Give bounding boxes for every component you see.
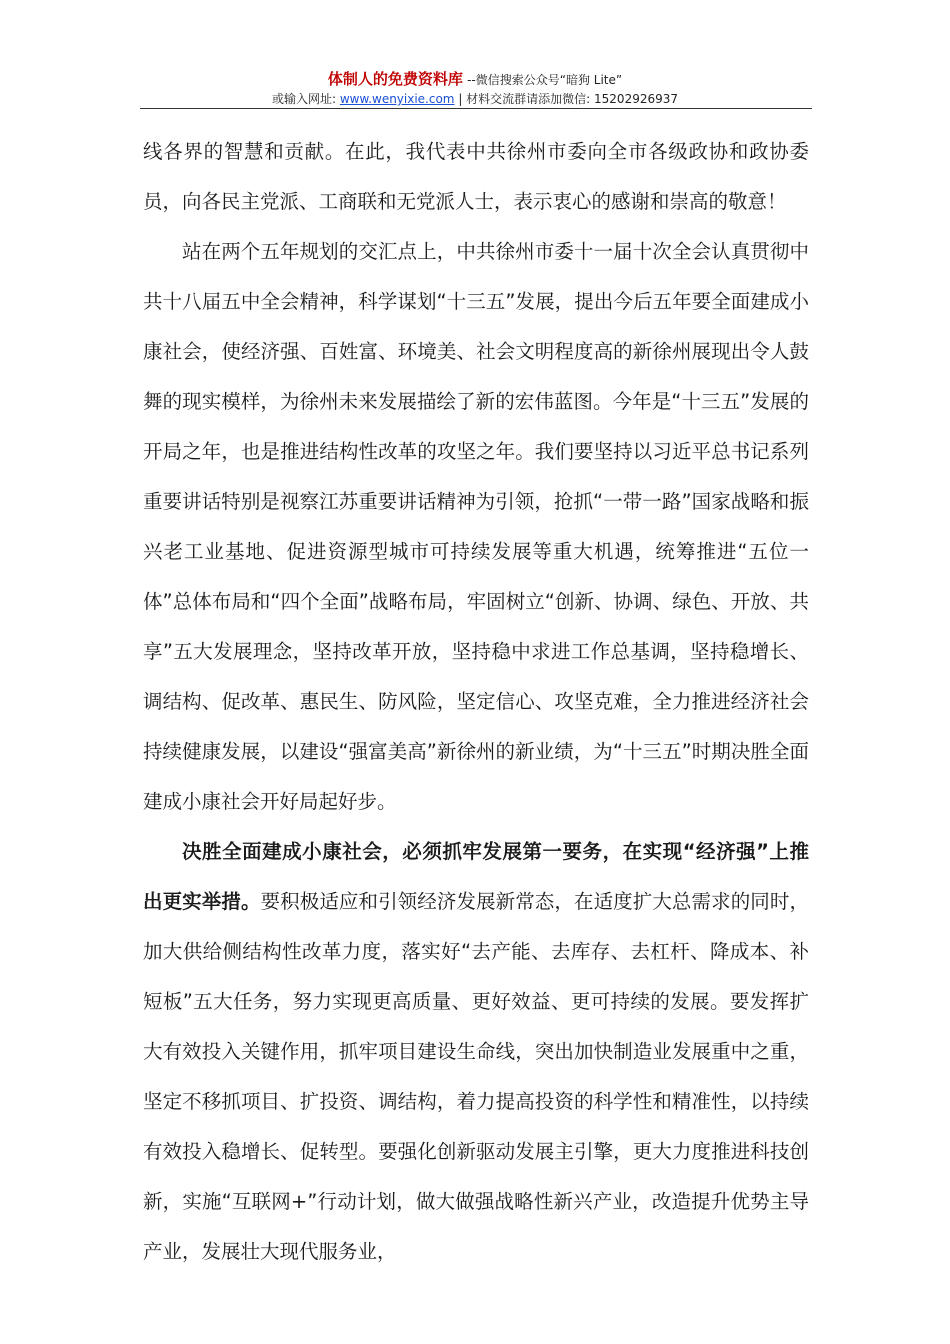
header-tagline: --微信搜索公众号“暗狗 Lite” (467, 73, 623, 87)
paragraph-2: 站在两个五年规划的交汇点上，中共徐州市委十一届十次全会认真贯彻中共十八届五中全会精神，科学谋划“十三五”发展，提出今后五年要全面建成小康社会，使经济强、百姓富、环境美、社会文明程度高的新徐州展现出令人鼓舞的现实模样，为徐州未来发展描绘了新的宏伟蓝图。今年是“十三五”发展的开局之年，也是推进结构性改革的攻坚之年。我们要坚持以习近平总书记系列重要讲话特别是视察江苏重要讲话精神为引领，抢抓“一带一路”国家战略和振兴老工业基地、促进资源型城市可持续发展等重大机遇，统筹推进“五位一体”总体布局和“四个全面”战略布局，牢固树立“创新、协调、绿色、开放、共享”五大发展理念，坚持改革开放，坚持稳中求进工作总基调，坚持稳增长、调结构、促改革、惠民生、防风险，坚定信心、攻坚克难，全力推进经济社会持续健康发展，以建设“强富美高”新徐州的新业绩，为“十三五”时期决胜全面建成小康社会开好局起好步。 (143, 240, 809, 813)
paragraph-3 (143, 827, 809, 1277)
header-divider (140, 108, 812, 109)
paragraph-1: 线各界的智慧和贡献。在此，我代表中共徐州市委向全市各级政协和政协委员，向各民主党派、工商联和无党派人士，表示衷心的感谢和崇高的敬意！ (143, 140, 809, 213)
paragraph-3-heading: 决胜全面建成小康社会，必须抓牢发展第一要务，在实现“经济强”上推出更实举措。 (143, 840, 809, 913)
header-title-line (140, 70, 810, 90)
paragraph-3-body: 要积极适应和引领经济发展新常态，在适度扩大总需求的同时，加大供给侧结构性改革力度，落实好“去产能、去库存、去杠杆、降成本、补短板”五大任务，努力实现更高质量、更好效益、更可持续的发展。要发挥扩大有效投入关键作用，抓牢项目建设生命线，突出加快制造业发展重中之重，坚定不移抓项目、扩投资、调结构，着力提高投资的科学性和精准性，以持续有效投入稳增长、促转型。要强化创新驱动发展主引擎，更大力度推进科技创新，实施“互联网+”行动计划，做大做强战略性新兴产业，改造提升优势主导产业，发展壮大现代服务业， (143, 890, 809, 1263)
contact-text: | 材料交流群请添加微信: 15202926937 (454, 92, 679, 106)
url-prefix: 或输入网址: (271, 92, 337, 106)
header-contact-line (140, 91, 810, 108)
document-body (143, 127, 809, 1277)
website-link[interactable]: www.wenyixie.com (339, 92, 455, 106)
page-header (140, 70, 810, 108)
brand-title: 体制人的免费资料库 (327, 70, 463, 88)
